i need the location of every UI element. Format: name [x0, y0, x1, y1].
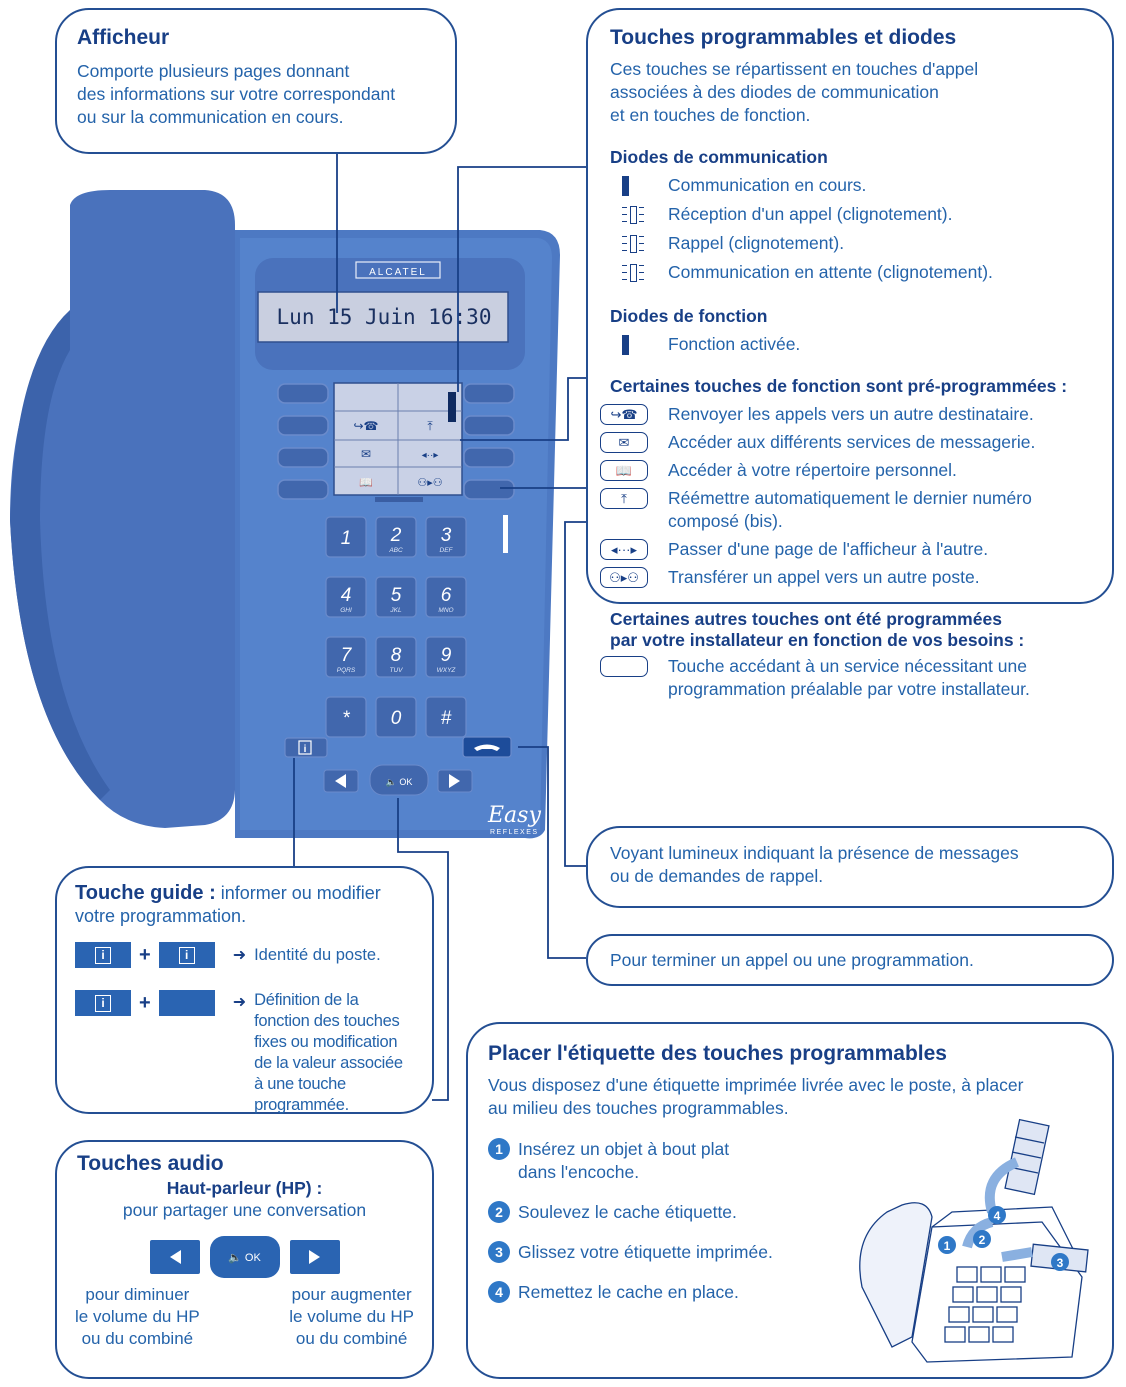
- diodes-fonc-list: [610, 333, 1092, 356]
- brand-logo: ALCATEL: [369, 267, 427, 278]
- led-blinking-icon: [622, 263, 644, 283]
- pre-programmed-title: Certaines touches de fonction sont pré-programmées :: [610, 376, 1068, 396]
- other-keys-text: [668, 655, 1030, 701]
- pre-programmed-text: [668, 566, 980, 589]
- keypad-key-label: 8: [390, 645, 402, 666]
- afficheur-line: des informations sur votre correspondant: [77, 84, 396, 104]
- pre-programmed-row: [610, 459, 1092, 482]
- speaker-ok-icon: 🔈 OK: [210, 1236, 280, 1278]
- diodes-comm-list: [610, 174, 1092, 284]
- keypad-key-label: 9: [440, 645, 452, 666]
- keypad-key-letters: PQRS: [336, 667, 356, 674]
- arrow-icon: ➜: [232, 994, 247, 1011]
- diode-text: Fonction activée.: [668, 334, 801, 354]
- pre-programmed-row: [610, 538, 1092, 561]
- pre-programmed-line: Renvoyer les appels vers un autre destinataire.: [668, 404, 1034, 424]
- keypad-key-letters: WXYZ: [436, 667, 456, 674]
- other-text-line: programmation préalable par votre installateur.: [668, 679, 1030, 699]
- volume-down-icon: [150, 1240, 200, 1274]
- ill-step-3: 3: [1056, 1256, 1064, 1270]
- afficheur-line: ou sur la communication en cours.: [77, 107, 344, 127]
- ill-step-2: 2: [978, 1233, 986, 1247]
- label-install-illustration: [832, 1117, 1092, 1367]
- other-title-line: par votre installateur en fonction de vos besoins :: [610, 630, 1025, 650]
- pre-programmed-row: [610, 487, 1092, 533]
- led-blinking-icon: [622, 234, 644, 254]
- diode-text: Réception d'un appel (clignotement).: [668, 204, 953, 224]
- guide-key-icon: i: [75, 990, 131, 1016]
- pre-programmed-list: [610, 403, 1092, 589]
- combo2-text: [254, 990, 403, 1116]
- svg-text:🔈 OK: 🔈 OK: [385, 777, 413, 787]
- keypad-key-label: *: [342, 708, 350, 729]
- voyant-line: ou de demandes de rappel.: [610, 866, 824, 886]
- etiquette-intro-line: Vous disposez d'une étiquette imprimée livrée avec le poste, à placer: [488, 1075, 1024, 1095]
- combo2-line: à une touche: [254, 1075, 346, 1093]
- keypad-key-label: 2: [390, 525, 402, 546]
- hp-text: pour partager une conversation: [122, 1200, 367, 1220]
- pre-programmed-line: Accéder à votre répertoire personnel.: [668, 460, 957, 480]
- keypad-key-label: 4: [340, 585, 352, 606]
- pre-programmed-text: [668, 431, 1035, 454]
- step-text: [518, 1201, 737, 1224]
- volume-down-line: le volume du HP: [75, 1307, 200, 1326]
- keypad-key-letters: ABC: [389, 547, 403, 554]
- etiquette-callout: [466, 1022, 1114, 1379]
- keypad-key-label: #: [440, 708, 452, 729]
- guide-line2: votre programmation.: [75, 906, 247, 926]
- transfer-icon: ⚇▸⚇: [600, 567, 648, 588]
- keypad-key-label: 1: [340, 528, 352, 549]
- step-number-badge: 2: [488, 1201, 510, 1223]
- redial-icon: ⤒: [600, 488, 648, 509]
- label-forward-glyph: ↪☎: [353, 419, 379, 433]
- intro-line: Ces touches se répartissent en touches d'appel: [610, 59, 979, 79]
- terminer-callout: [586, 934, 1114, 986]
- step-line: Glissez votre étiquette imprimée.: [518, 1242, 773, 1262]
- keypad-key-label: 5: [390, 585, 402, 606]
- guide-key-icon: i: [75, 942, 131, 968]
- pre-programmed-line: Transférer un appel vers un autre poste.: [668, 567, 980, 587]
- combo2-line: fonction des touches: [254, 1012, 400, 1030]
- combo2-line: programmée.: [254, 1096, 349, 1114]
- step-number-badge: 4: [488, 1281, 510, 1303]
- step-text: [518, 1281, 739, 1304]
- volume-down-text: [75, 1284, 200, 1350]
- volume-up-icon: [290, 1240, 340, 1274]
- combo2-line: de la valeur associée: [254, 1054, 403, 1072]
- etiquette-intro-line: au milieu des touches programmables.: [488, 1098, 789, 1118]
- keypad-key-label: 3: [440, 525, 452, 546]
- volume-down-line: pour diminuer: [85, 1285, 190, 1304]
- led-blinking-icon: [622, 205, 644, 225]
- easy-logo: Easy: [488, 803, 541, 828]
- keypad-key-label: 7: [340, 645, 352, 666]
- programmables-callout: [586, 8, 1114, 699]
- volume-up-line: pour augmenter: [291, 1285, 412, 1304]
- other-keys-title: [610, 609, 1092, 651]
- afficheur-callout: [55, 8, 457, 154]
- display-text: Lun 15 Juin 16:30: [276, 305, 492, 329]
- pre-programmed-text: [668, 459, 957, 482]
- pre-programmed-line: composé (bis).: [668, 511, 783, 531]
- envelope-icon: ✉: [600, 432, 648, 453]
- pre-programmed-row: [610, 431, 1092, 454]
- forward-call-icon: ↪☎: [600, 404, 648, 425]
- intro-line: associées à des diodes de communication: [610, 82, 939, 102]
- terminer-text: Pour terminer un appel ou une programmation.: [610, 950, 974, 970]
- directory-icon: 📖: [600, 460, 648, 481]
- arrow-icon: ➜: [232, 947, 247, 964]
- step-line: Soulevez le cache étiquette.: [518, 1202, 737, 1222]
- diode-row: [610, 174, 1092, 197]
- diodes-comm-title: Diodes de communication: [610, 147, 828, 167]
- pre-programmed-line: Accéder aux différents services de messagerie.: [668, 432, 1036, 452]
- plus-sign: +: [139, 943, 151, 966]
- step-line: dans l'encoche.: [518, 1162, 640, 1182]
- keypad-key-letters: DEF: [439, 547, 453, 554]
- led-solid-icon: [622, 335, 629, 355]
- afficheur-line: Comporte plusieurs pages donnant: [77, 61, 350, 81]
- other-text-line: Touche accédant à un service nécessitant une: [668, 656, 1027, 676]
- audio-title: Touches audio: [77, 1152, 224, 1175]
- reflexes-logo: REFLEXES: [490, 829, 539, 836]
- programmables-title: Touches programmables et diodes: [610, 26, 957, 49]
- volume-down-line: ou du combiné: [81, 1329, 194, 1348]
- label-directory-glyph: 📖: [359, 477, 373, 489]
- afficheur-title: Afficheur: [77, 26, 170, 49]
- pre-programmed-row: [610, 566, 1092, 589]
- ill-step-1: 1: [943, 1239, 951, 1253]
- label-redial-glyph: ⤒: [427, 419, 433, 433]
- step-text: [518, 1138, 729, 1184]
- keypad-key-label: 0: [390, 708, 402, 729]
- step-number-badge: 1: [488, 1138, 510, 1160]
- label-transfer-glyph: ⚇▸⚇: [417, 477, 443, 489]
- step-line: Insérez un objet à bout plat: [518, 1139, 730, 1159]
- keypad-key-letters: GHI: [340, 607, 352, 614]
- combo1-text: Identité du poste.: [254, 945, 381, 964]
- diodes-fonc-title: Diodes de fonction: [610, 306, 768, 326]
- label-page-glyph: ◂··▸: [421, 450, 439, 461]
- label-mail-glyph: ✉: [360, 447, 372, 461]
- pre-programmed-text: [668, 487, 1032, 533]
- page-switch-icon: ◂···▸: [600, 539, 648, 560]
- diode-text: Rappel (clignotement).: [668, 233, 845, 253]
- pre-programmed-text: [668, 538, 988, 561]
- audio-callout: [55, 1140, 434, 1379]
- step-text: [518, 1241, 773, 1264]
- plus-sign: +: [139, 992, 151, 1014]
- keypad-key-letters: JKL: [390, 607, 402, 614]
- step-line: Remettez le cache en place.: [518, 1282, 739, 1302]
- keypad-key-letters: TUV: [389, 667, 403, 674]
- diode-text: Communication en cours.: [668, 175, 867, 195]
- keypad-key-label: 6: [440, 585, 452, 606]
- diode-row: [610, 261, 1092, 284]
- guide-key-icon: i: [159, 942, 215, 968]
- pre-programmed-line: Passer d'une page de l'afficheur à l'autre.: [668, 539, 989, 559]
- guide-title-rest: informer ou modifier: [215, 883, 381, 903]
- voyant-line: Voyant lumineux indiquant la présence de messages: [610, 843, 1019, 863]
- pre-programmed-row: [610, 403, 1092, 426]
- etiquette-title: Placer l'étiquette des touches programmables: [488, 1042, 947, 1065]
- diode-text: Communication en attente (clignotement).: [668, 262, 993, 282]
- blank-key-icon: [600, 656, 648, 677]
- other-title-line: Certaines autres touches ont été programmées: [610, 609, 1002, 629]
- combo2-line: Définition de la: [254, 991, 359, 1009]
- intro-line: et en touches de fonction.: [610, 105, 811, 125]
- volume-up-line: ou du combiné: [295, 1329, 408, 1348]
- svg-text:i: i: [303, 744, 307, 755]
- ill-step-4: 4: [993, 1209, 1001, 1223]
- voyant-callout: [586, 826, 1114, 908]
- hp-title: Haut-parleur (HP) :: [166, 1178, 323, 1198]
- led-solid-icon: [622, 176, 629, 196]
- blank-key-icon: [159, 990, 215, 1016]
- guide-title: Touche guide :: [75, 882, 216, 904]
- guide-callout: [55, 866, 434, 1114]
- diode-row: [610, 232, 1092, 255]
- step-number-badge: 3: [488, 1241, 510, 1263]
- volume-up-line: le volume du HP: [289, 1307, 414, 1326]
- volume-up-text: [289, 1284, 414, 1350]
- diode-row: [610, 203, 1092, 226]
- keypad-key-letters: MNO: [438, 607, 454, 614]
- combo2-line: fixes ou modification: [254, 1033, 398, 1051]
- diode-row: [610, 333, 1092, 356]
- pre-programmed-text: [668, 403, 1034, 426]
- pre-programmed-line: Réémettre automatiquement le dernier numéro: [668, 488, 1032, 508]
